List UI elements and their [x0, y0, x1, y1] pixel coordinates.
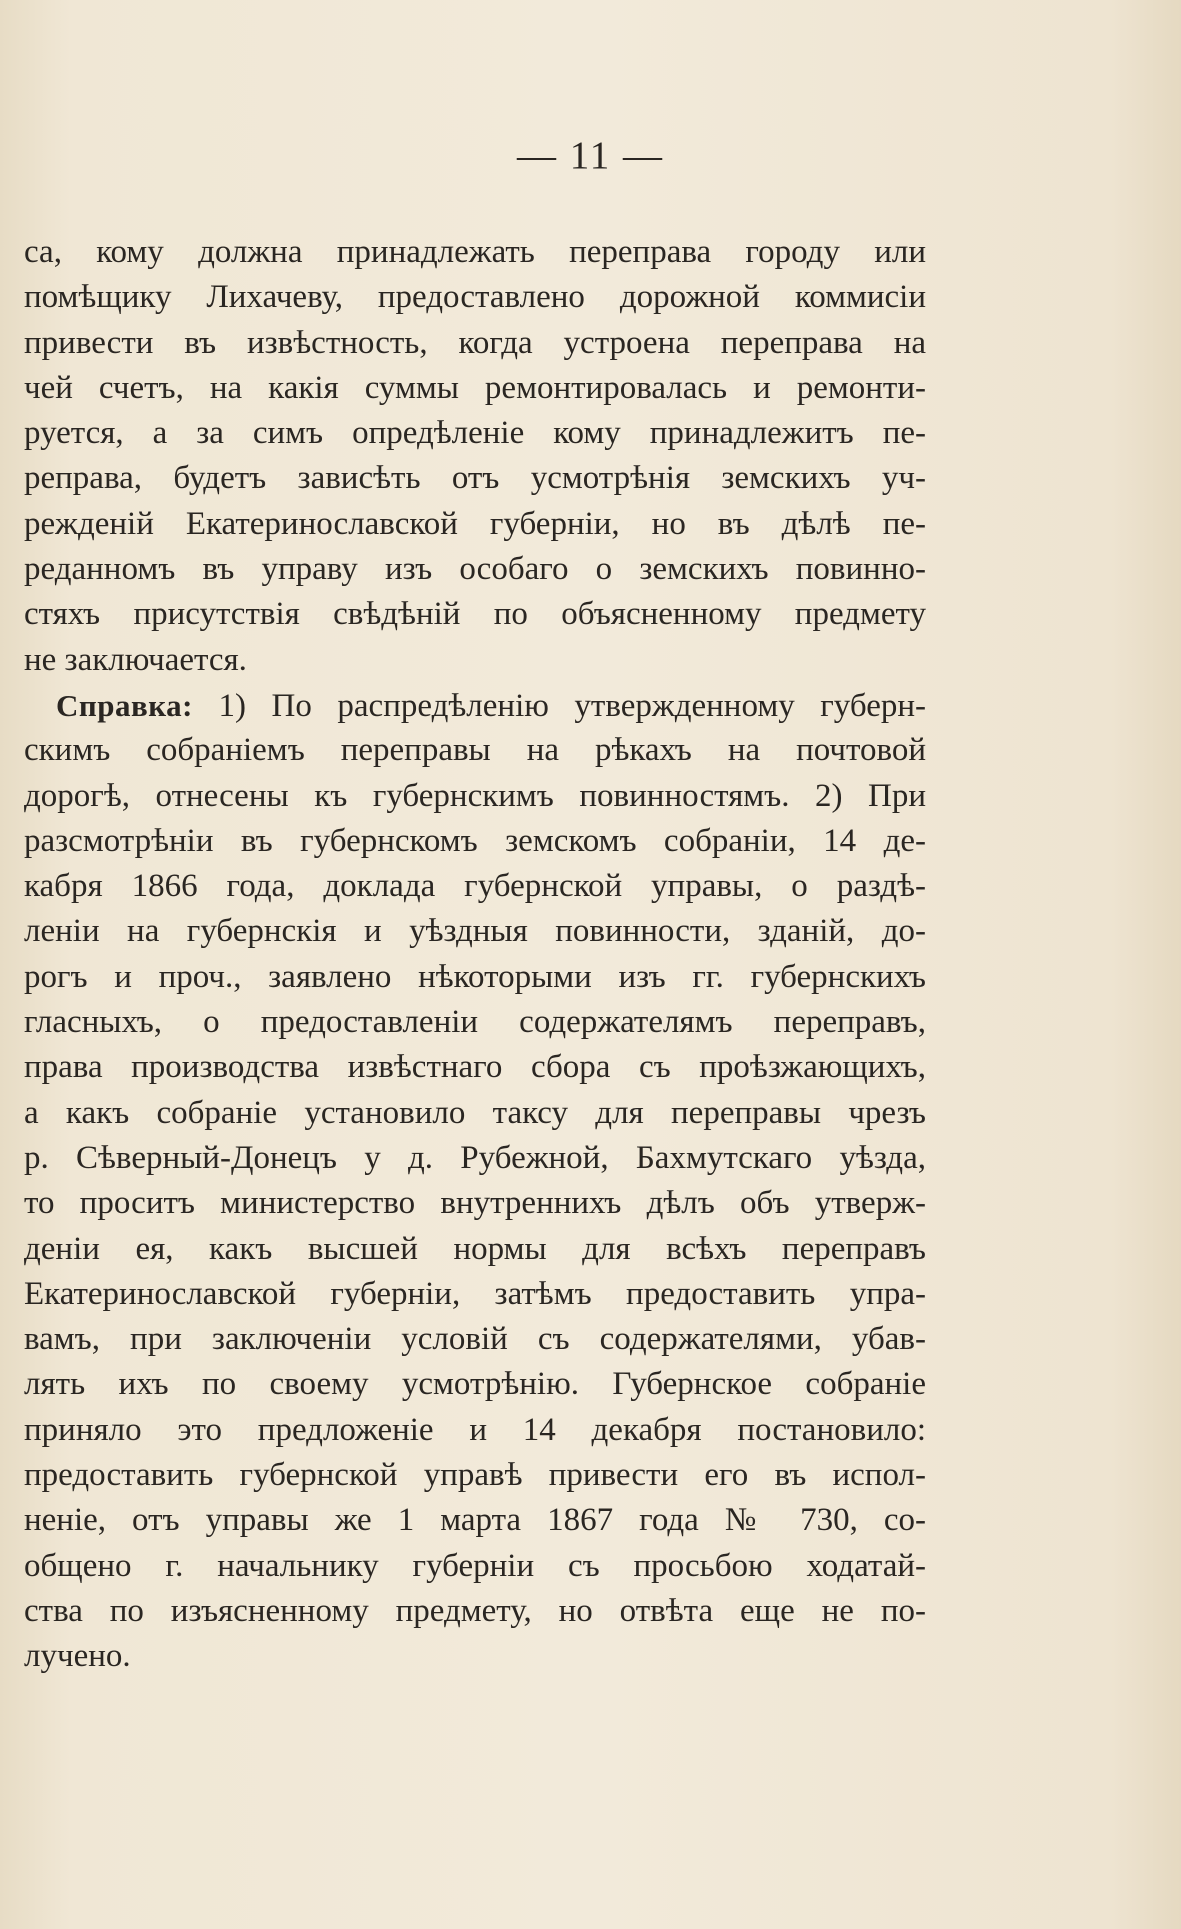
text-line: Екатеринославской губерніи, затѣмъ предоставить упра-	[24, 1275, 926, 1312]
text-line: чей счетъ, на какія суммы ремонтировалась и ремонти-	[24, 369, 926, 406]
reference-label: Справка:	[56, 687, 193, 723]
text-line: неніе, отъ управы же 1 марта 1867 года № 730, со-	[24, 1502, 926, 1539]
text-line: реданномъ въ управу изъ особаго о земскихъ повинно-	[24, 551, 926, 588]
text-line: руется, а за симъ опредѣленіе кому принадлежитъ пе-	[24, 415, 926, 452]
text-line: лучено.	[24, 1638, 131, 1675]
text-line: р. Сѣверный-Донецъ у д. Рубежной, Бахмутскаго уѣзда,	[24, 1139, 926, 1176]
body-text	[24, 230, 926, 1680]
text-line: скимъ собраніемъ переправы на рѣкахъ на почтовой	[24, 732, 926, 769]
text-line: ства по изъясненному предмету, но отвѣта еще не по-	[24, 1592, 926, 1629]
text-line: приняло это предложеніе и 14 декабря постановило:	[24, 1411, 926, 1448]
text-line: лять ихъ по своему усмотрѣнію. Губернское собраніе	[24, 1366, 926, 1403]
text-line: дорогѣ, отнесены къ губернскимъ повинностямъ. 2) При	[24, 777, 926, 814]
text-line: рогъ и проч., заявлено нѣкоторыми изъ гг. губернскихъ	[24, 958, 926, 995]
paragraph-2	[24, 683, 926, 1680]
text-line: помѣщику Лихачеву, предоставлено дорожной коммисіи	[24, 279, 926, 316]
text-line: а какъ собраніе установило таксу для переправы чрезъ	[24, 1094, 926, 1131]
text-line: гласныхъ, о предоставленіи содержателямъ переправъ,	[24, 1004, 926, 1041]
page-number: — 11 —	[516, 134, 665, 177]
text-line: са, кому должна принадлежать переправа городу или	[24, 234, 926, 270]
text-line	[24, 683, 926, 728]
text-line: стяхъ присутствія свѣдѣній по объясненному предмету	[24, 596, 926, 633]
paragraph-1	[24, 230, 926, 683]
text-line: леніи на губернскія и уѣздныя повинности, зданій, до-	[24, 913, 926, 950]
text-line: привести въ извѣстность, когда устроена переправа на	[24, 324, 926, 361]
text-line: разсмотрѣніи въ губернскомъ земскомъ собраніи, 14 де-	[24, 822, 926, 859]
text-line: то проситъ министерство внутреннихъ дѣлъ объ утверж-	[24, 1185, 926, 1222]
text-line-rest: 1) По распредѣленію утвержденному губерн-	[218, 687, 926, 724]
text-line: предоставить губернской управѣ привести его въ испол-	[24, 1457, 926, 1494]
text-line: вамъ, при заключеніи условій съ содержателями, убав-	[24, 1321, 926, 1358]
text-line: кабря 1866 года, доклада губернской управы, о раздѣ-	[24, 868, 926, 905]
text-line: деніи ея, какъ высшей нормы для всѣхъ переправъ	[24, 1230, 926, 1267]
text-line: не заключается.	[24, 641, 247, 678]
text-line: реправа, будетъ зависѣть отъ усмотрѣнія земскихъ уч-	[24, 460, 926, 497]
text-line: права производства извѣстнаго сбора съ проѣзжающихъ,	[24, 1049, 926, 1086]
text-line: общено г. начальнику губерніи съ просьбою ходатай-	[24, 1547, 926, 1584]
text-line: режденій Екатеринославской губерніи, но въ дѣлѣ пе-	[24, 505, 926, 542]
